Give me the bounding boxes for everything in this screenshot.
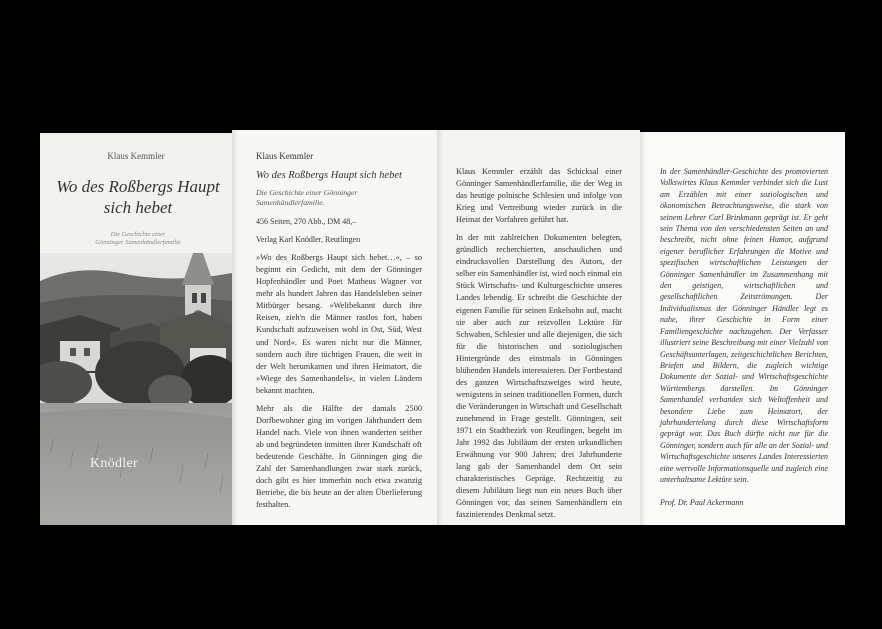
book-title: Wo des Roßbergs Haupt sich hebet bbox=[256, 170, 402, 182]
book-publisher: Verlag Karl Knödler, Reutlingen bbox=[256, 235, 361, 245]
book-subtitle: Die Geschichte einer Gönninger Samenhändlerfamilie. bbox=[256, 188, 358, 208]
content-paragraph: In der mit zahlreichen Dokumenten belegten, gründlich recherchierten, anschaulichen und eindrucksvollen Darstellung des Autors, der selber ein Samenhändler ist, wird noch einmal ein Stück Wirtschafts- und Kulturgeschichte unseres Landes lebendig. Er schreibt die Geschichte der eigenen Familie für seinen Enkelsohn auf, macht sie aber auch zur reizvollen Lektüre für Schwaben, Schlesier und alle diejenigen, die sich für die historischen und soziologischen Hintergründe des einstmals in Gönningen blühenden Handels interessieren. Der Fortbestand des ganzen Wirtschaftszweiges wird heute, wenigstens in seinen traditionellen Formen, durch die Veränderungen in Wirtschaft und Gesellschaft zunehmend in Frage gestellt. Gönningen, seit 1971 ein Stadtbezirk von Reutlingen, begeht im Jahr 1992 das Jubiläum der ersten urkundlichen Erwähnung vor 900 Jahren; drei Jahrhunderte lang gab der Samenhandel dem Ort sein charakteristisches Gepräge. Rechtzeitig zu diesem Jubiläum liegt nun ein neues Buch über Gönningen vor, das seinen Samenhändlern ein faszinierendes Denkmal setzt. bbox=[456, 233, 622, 520]
history-paragraph: Mehr als die Hälfte der damals 2500 Dorfbewohner ging im vorigen Jahrhundert dem Handel nach. Viele von ihnen wanderten seither ab und begründeten inmitten ihrer Kundschaft oft bedeutende Geschäfte. In Gönningen ging die Zahl der Samenhandlungen zwar stark zurück, doch gibt es hier immerhin noch etwa zwanzig Betriebe, die bis heute an der alten Überlieferung festhalten. bbox=[256, 403, 422, 510]
book-cover bbox=[40, 133, 232, 525]
cover-author: Klaus Kemmler bbox=[107, 151, 165, 161]
fold-shadow bbox=[640, 130, 646, 525]
description-panel bbox=[437, 130, 640, 525]
story-paragraph: Klaus Kemmler erzählt das Schicksal einer Gönninger Samenhändlerfamilie, die der Weg in das heutige polnische Schlesien und infolge von Krieg und Vertreibung wieder zurück in die Heimat der Vorfahren geführt hat. bbox=[456, 167, 622, 225]
details-panel bbox=[232, 130, 437, 525]
book-author: Klaus Kemmler bbox=[256, 151, 314, 161]
book-specs: 456 Seiten, 270 Abb., DM 48,– bbox=[256, 217, 357, 227]
review-signature: Prof. Dr. Paul Ackermann bbox=[660, 498, 744, 508]
review-panel bbox=[640, 132, 845, 525]
fold-shadow bbox=[232, 130, 238, 525]
cover-subtitle: Die Geschichte einer Gönninger Samenhändlerfamilie bbox=[95, 231, 181, 246]
cover-title: Wo des Roßbergs Haupt sich hebet bbox=[56, 177, 220, 217]
review-text: In der Samenhändler-Geschichte des promovierten Volkswirtes Klaus Kemmler verbindet sich die Lust am Erzählen mit einer soziologischen und ökonomischen Betrachtungsweise, die stark von seinem Lehrer Carl Brinkmann geprägt ist. Er geht sein Thema von den verschiedensten Seiten an und beschreibt, nicht ohne feinen Humor, aufgrund eigener beruflicher Erfahrungen die Motive und spezifischen wirtschaftlichen Leistungen der Gönninger Samenhändler im Zusammenhang mit den geistigen, wirtschaftlichen und gesellschaftlichen Zeitströmungen. Der Individualismus der Gönninger Händler legt es nahe, ihrer Geschichte in Form einer Familiengeschichte nachzugehen. Der Verfasser illustriert seine Beschreibung mit einer Vielzahl von Geschäftsunterlagen, zeitgeschichtlichen Berichten, Briefen und Bildern, die zugleich wichtige Dokumente der Sozial- und Wirtschaftsgeschichte Württembergs darstellen. Im Gönninger Samenhandel verbanden sich Weltoffenheit und besondere Liebe zum Heimatort, der jahrhundertelang durch diese Wirtschaftsform geprägt war. Das Buch dürfte nicht nur für die Gönninger, sondern auch für alle an der Sozial- und Wirtschaftsgeschichte unseres Landes Interessierten eine wertvolle Informationsquelle und zugleich eine unterhaltsame Lektüre sein. bbox=[660, 167, 828, 484]
village-church-photo bbox=[40, 253, 232, 525]
cover-publisher: Knödler bbox=[90, 456, 138, 471]
fold-shadow bbox=[437, 130, 443, 525]
intro-paragraph: »Wo des Roßbergs Haupt sich hebet…«, – so beginnt ein Gedicht, mit dem der Gönninger Hopfenhändler und Poet Matheus Wagner vor mehr als hundert Jahren das Handelsleben seiner Mitbürger besang. »Weltbekannt durch ihre Reisen, zieh'n die Männer rastlos fort, haben Kundschaft aufzuweisen wohl in Ost, Süd, West und Nord«. Es waren nicht nur die Männer, sondern auch ihre tüchtigen Frauen, die weit in der Welt herumkamen und ihren Heimatort, die »Wiege des Samenhandels«, in vielen Ländern bekannt machten. bbox=[256, 253, 422, 395]
